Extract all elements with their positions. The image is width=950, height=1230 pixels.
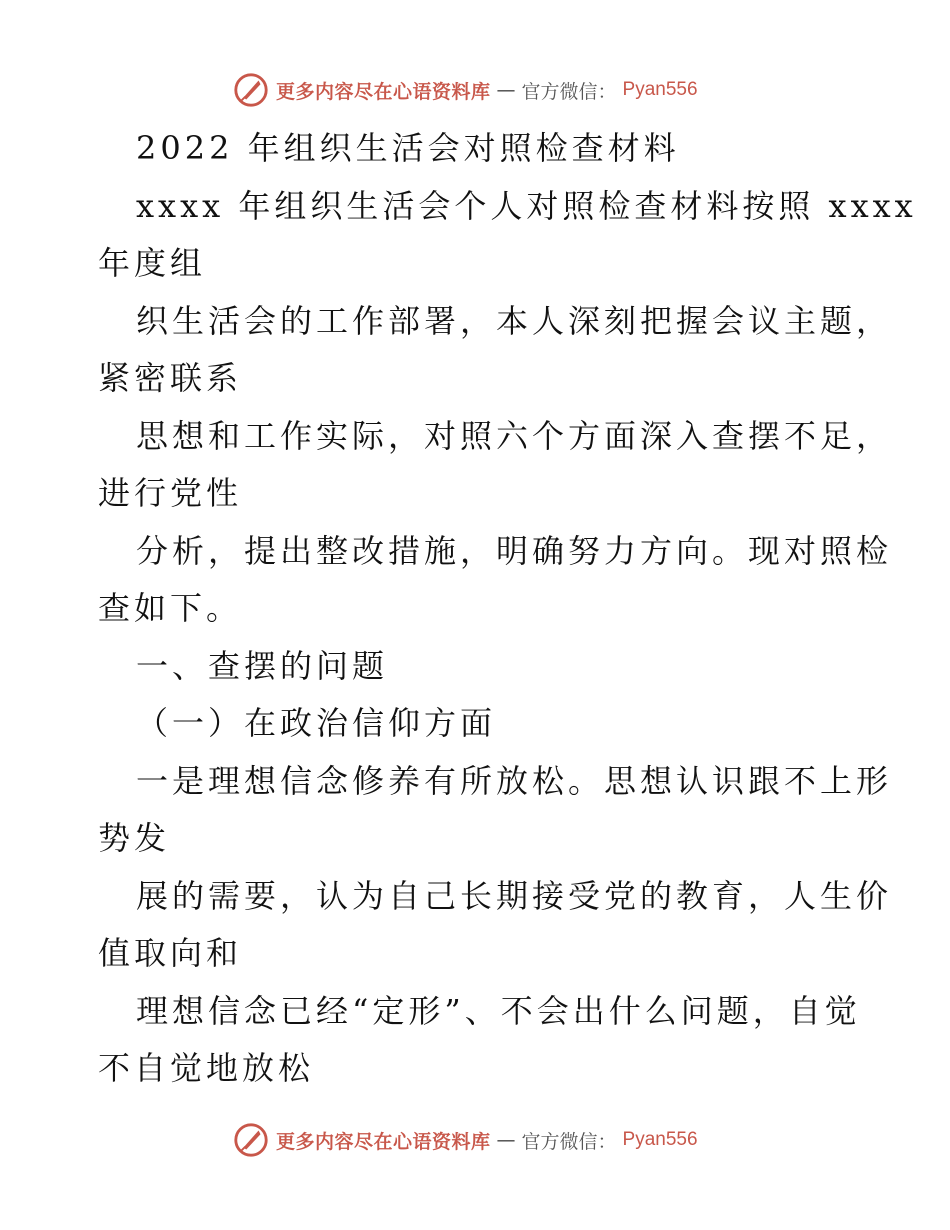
text-line: 分析，提出整改措施，明确努力方向。现对照检 [136,531,893,570]
text-line: 织生活会的工作部署，本人深刻把握会议主题， [136,301,893,340]
text-line: （一）在政治信仰方面 [136,704,497,742]
watermark-header [232,70,698,110]
text-line: 理想信念已经“定形”、不会出什么问题，自觉 [136,991,861,1030]
text-line: xxxx 年组织生活会个人对照检查材料按照 xxxx [136,186,917,225]
text-line: 展的需要，认为自己长期接受党的教育，人生价 [136,876,893,915]
text-line: 势发 [98,819,171,857]
text-line: 紧密联系 [98,359,243,397]
text-line: 2022 年组织生活会对照检查材料 [136,129,680,167]
watermark-wechat-id: Pyan556 [622,79,698,100]
text-line: 进行党性 [98,474,243,512]
watermark-footer [232,1120,698,1160]
watermark-text: 更多内容尽在心语资料库 [276,1130,491,1153]
text-line: 值取向和 [98,934,243,972]
watermark-wechat-label: 官方微信： [521,1130,617,1153]
text-line: 不自觉地放松 [98,1049,315,1087]
quill-pen-logo-icon [232,71,270,109]
watermark-dash: — [496,1129,516,1151]
text-line: 查如下。 [98,589,243,627]
text-line: 思想和工作实际，对照六个方面深入查摆不足， [136,416,893,455]
document-body [98,120,917,1098]
watermark-wechat-label: 官方微信： [521,80,617,103]
text-line: 一、查摆的问题 [136,646,389,685]
text-line: 一是理想信念修养有所放松。思想认识跟不上形 [136,761,893,800]
watermark-dash: — [496,79,516,101]
watermark-wechat-id: Pyan556 [622,1129,698,1150]
quill-pen-logo-icon [232,1121,270,1159]
text-line: 年度组 [98,244,207,282]
watermark-text: 更多内容尽在心语资料库 [276,80,491,103]
